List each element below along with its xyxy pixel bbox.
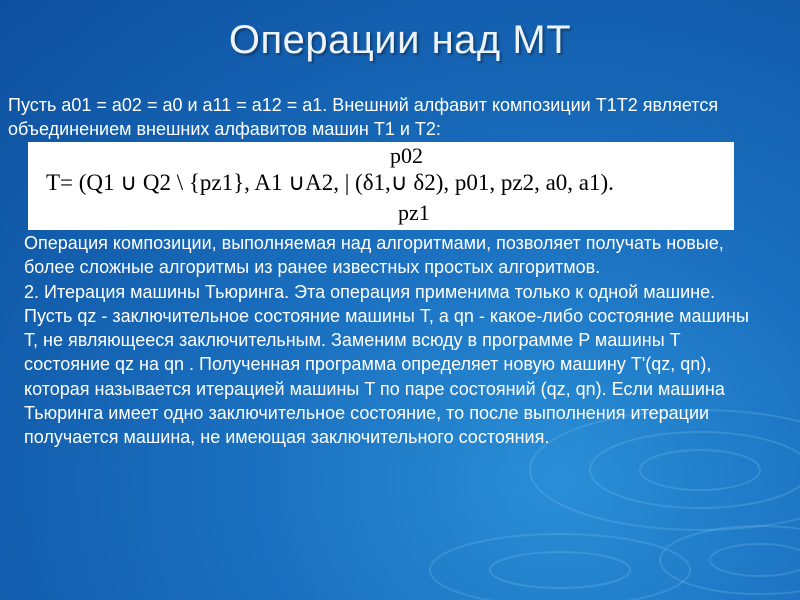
- slide-title: Операции над МТ: [228, 18, 572, 62]
- formula-box: [28, 142, 734, 230]
- paragraph-iteration-details: Пусть qz - заключительное состояние машины T, а qn - какое-либо состояние машины T, не являющееся заключительным. Заменим всюду в программе P машины T состояние qz на qn . Полученная программа определяет новую машину T'(qz, qn), которая называется итерацией машины T по паре состояний (qz, qn). Если машина Тьюринга имеет одно заключительное состояние, то после выполнения итерации получается машина, не имеющая заключительного состояния.: [24, 305, 749, 448]
- paragraph-composition: Операция композиции, выполняемая над алгоритмами, позволяет получать новые, более сложные алгоритмы из ранее известных простых алгоритмов.: [24, 233, 724, 278]
- formula-superscript: p02: [390, 143, 423, 168]
- formula-subscript: pz1: [398, 200, 430, 225]
- body-text: [24, 231, 754, 450]
- formula-main: T= (Q1 ∪ Q2 \ {pz1}, A1 ∪A2, | (δ1,∪ δ2), p01, pz2, a0, a1).: [46, 170, 614, 195]
- intro-text: Пусть a01 = a02 = a0 и a11 = a12 = a1. Внешний алфавит композиции T1T2 является объединением внешних алфавитов машин T1 и T2:: [8, 95, 719, 139]
- paragraph-iteration-heading: 2. Итерация машины Тьюринга. Эта операция применима только к одной машине.: [24, 281, 716, 302]
